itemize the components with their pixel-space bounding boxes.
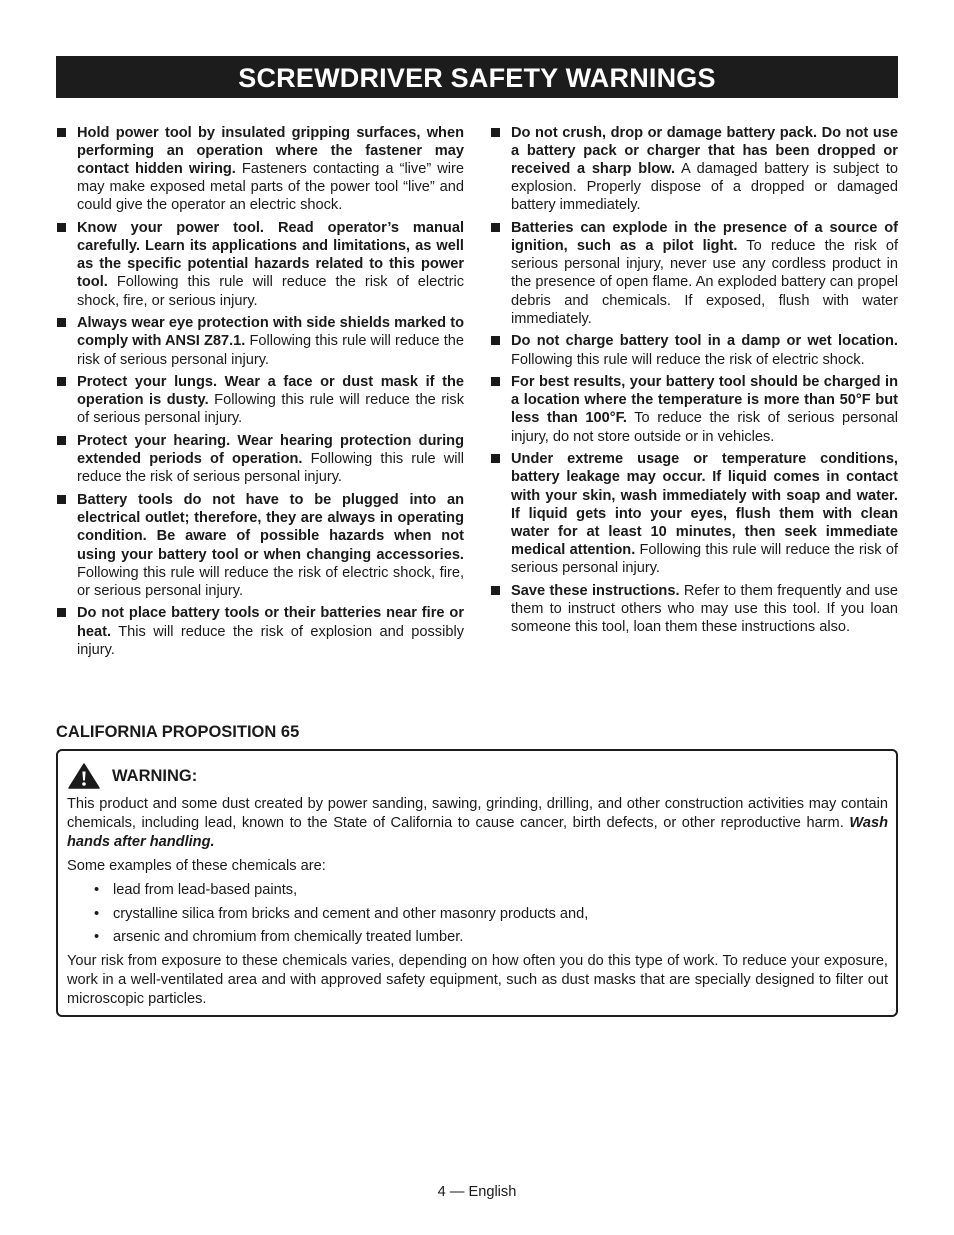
list-item [56, 314, 464, 368]
item-text: Following this rule will reduce the risk of serious personal injury. [77, 333, 464, 368]
item-text: To reduce the risk of serious personal injury, never use any cordless product in the presence of open flame. An exploded battery can propel debris and chemicals. If exposed, flush with water immediately. [511, 238, 898, 327]
item-bold: Save these instructions. [511, 582, 680, 599]
item-text: A damaged battery is subject to explosion. Properly dispose of a dropped or damaged battery immediately. [511, 161, 899, 214]
example-text: arsenic and chromium from chemically treated lumber. [113, 929, 464, 945]
square-bullet-icon [57, 318, 66, 327]
item-text: Refer to them frequently and use them to instruct others who may use this tool. If you loan someone this tool, loan them these instructions also. [511, 582, 898, 635]
list-item [490, 332, 898, 368]
list-item [67, 928, 888, 947]
warning-closing: Your risk from exposure to these chemicals varies, depending on how often you do this type of work. To reduce your exposure, work in a well-ventilated area and with approved safety equipment, such as dust masks that are specially designed to filter out microscopic particles. [67, 952, 888, 1007]
item-bold: Hold power tool by insulated gripping surfaces, when performing an operation where the fastener may contact hidden wiring. [77, 125, 464, 178]
square-bullet-icon [57, 223, 66, 232]
page-footer: 4 — English [437, 1184, 517, 1200]
list-item [56, 219, 464, 309]
item-bold: Protect your hearing. Wear hearing protection during extended periods of operation. [77, 433, 464, 468]
square-bullet-icon [57, 436, 66, 445]
item-bold: Batteries can explode in the presence of a source of ignition, such as a pilot light. [511, 220, 898, 255]
example-text: crystalline silica from bricks and cement and other masonry products and, [113, 905, 589, 922]
section-heading: CALIFORNIA PROPOSITION 65 [56, 723, 300, 741]
item-bold: Under extreme usage or temperature conditions, battery leakage may occur. If liquid comes in contact with your skin, wash immediately with soap and water. If liquid gets into your eyes, flush them with clean water for at least 10 minutes, then seek immediate medical attention. [511, 451, 898, 558]
warning-body [67, 795, 888, 1014]
list-item [56, 432, 464, 486]
square-bullet-icon [57, 495, 66, 504]
item-text: This will reduce the risk of explosion and possibly injury. [77, 623, 464, 658]
list-item [490, 582, 898, 636]
item-text: Following this rule will reduce the risk of electric shock, fire, or serious personal injury. [77, 564, 464, 599]
list-item [56, 124, 464, 214]
warning-triangle-icon [68, 763, 100, 789]
item-bold: Battery tools do not have to be plugged into an electrical outlet; therefore, they are always in operating condition. Be aware of possible hazards when not using your battery tool or when changing accessories. [77, 492, 464, 563]
item-bold: Do not crush, drop or damage battery pack. Do not use a battery pack or charger that has been dropped or received a sharp blow. [511, 125, 898, 178]
item-text: Following this rule will reduce the risk of serious personal injury. [77, 451, 464, 486]
item-bold: For best results, your battery tool should be charged in a location where the temperature is more than 50°F but less than 100°F. [511, 374, 898, 427]
warning-label: WARNING: [112, 767, 198, 785]
item-bold: Know your power tool. Read operator’s manual carefully. Learn its applications and limitations, as well as the specific potential hazards related to this power tool. [77, 220, 464, 291]
examples-list [67, 881, 888, 947]
item-text: Following this rule will reduce the risk of serious personal injury. [77, 392, 464, 427]
item-text: Following this rule will reduce the risk of serious personal injury. [511, 541, 898, 576]
bullet-dot: • [94, 905, 100, 922]
list-item [56, 373, 464, 427]
list-item [490, 124, 898, 214]
bullet-dot: • [94, 882, 100, 898]
bullet-dot: • [94, 929, 100, 945]
example-text: lead from lead-based paints, [113, 882, 298, 898]
square-bullet-icon [57, 377, 66, 386]
item-bold: Do not place battery tools or their batteries near fire or heat. [77, 605, 464, 640]
square-bullet-icon [491, 128, 500, 137]
item-text: To reduce the risk of serious personal injury, do not store outside or in vehicles. [511, 410, 898, 445]
square-bullet-icon [57, 128, 66, 137]
item-bold: Always wear eye protection with side shields marked to comply with ANSI Z87.1. [77, 315, 464, 350]
intro-emphasis: Wash hands after handling. [67, 815, 888, 850]
square-bullet-icon [491, 336, 500, 345]
square-bullet-icon [491, 377, 500, 386]
left-column [56, 124, 464, 663]
square-bullet-icon [57, 608, 66, 617]
list-item [490, 450, 898, 577]
square-bullet-icon [491, 454, 500, 463]
item-text: Following this rule will reduce the risk of electric shock. [511, 351, 865, 368]
list-item [490, 219, 898, 328]
square-bullet-icon [491, 223, 500, 232]
item-bold: Protect your lungs. Wear a face or dust mask if the operation is dusty. [77, 374, 464, 409]
list-item [67, 905, 888, 924]
examples-intro: Some examples of these chemicals are: [67, 858, 326, 874]
square-bullet-icon [491, 586, 500, 595]
item-bold: Do not charge battery tool in a damp or wet location. [511, 333, 898, 350]
right-column [490, 124, 898, 641]
page-title: SCREWDRIVER SAFETY WARNINGS [238, 63, 716, 93]
list-item [56, 604, 464, 658]
warning-intro [67, 795, 888, 852]
list-item [490, 373, 898, 445]
intro-text: This product and some dust created by power sanding, sawing, grinding, drilling, and other construction activities may contain chemicals, including lead, known to the State of California to cause cancer, birth defects, or other reproductive harm. [67, 796, 888, 831]
warning-box [56, 749, 898, 1017]
title-bar [56, 56, 898, 98]
item-text: Fasteners contacting a “live” wire may make exposed metal parts of the power tool “live” and could give the operator an electric shock. [77, 161, 465, 214]
list-item [56, 491, 464, 600]
list-item [67, 881, 888, 900]
item-text: Following this rule will reduce the risk of electric shock, fire, or serious injury. [77, 274, 464, 309]
